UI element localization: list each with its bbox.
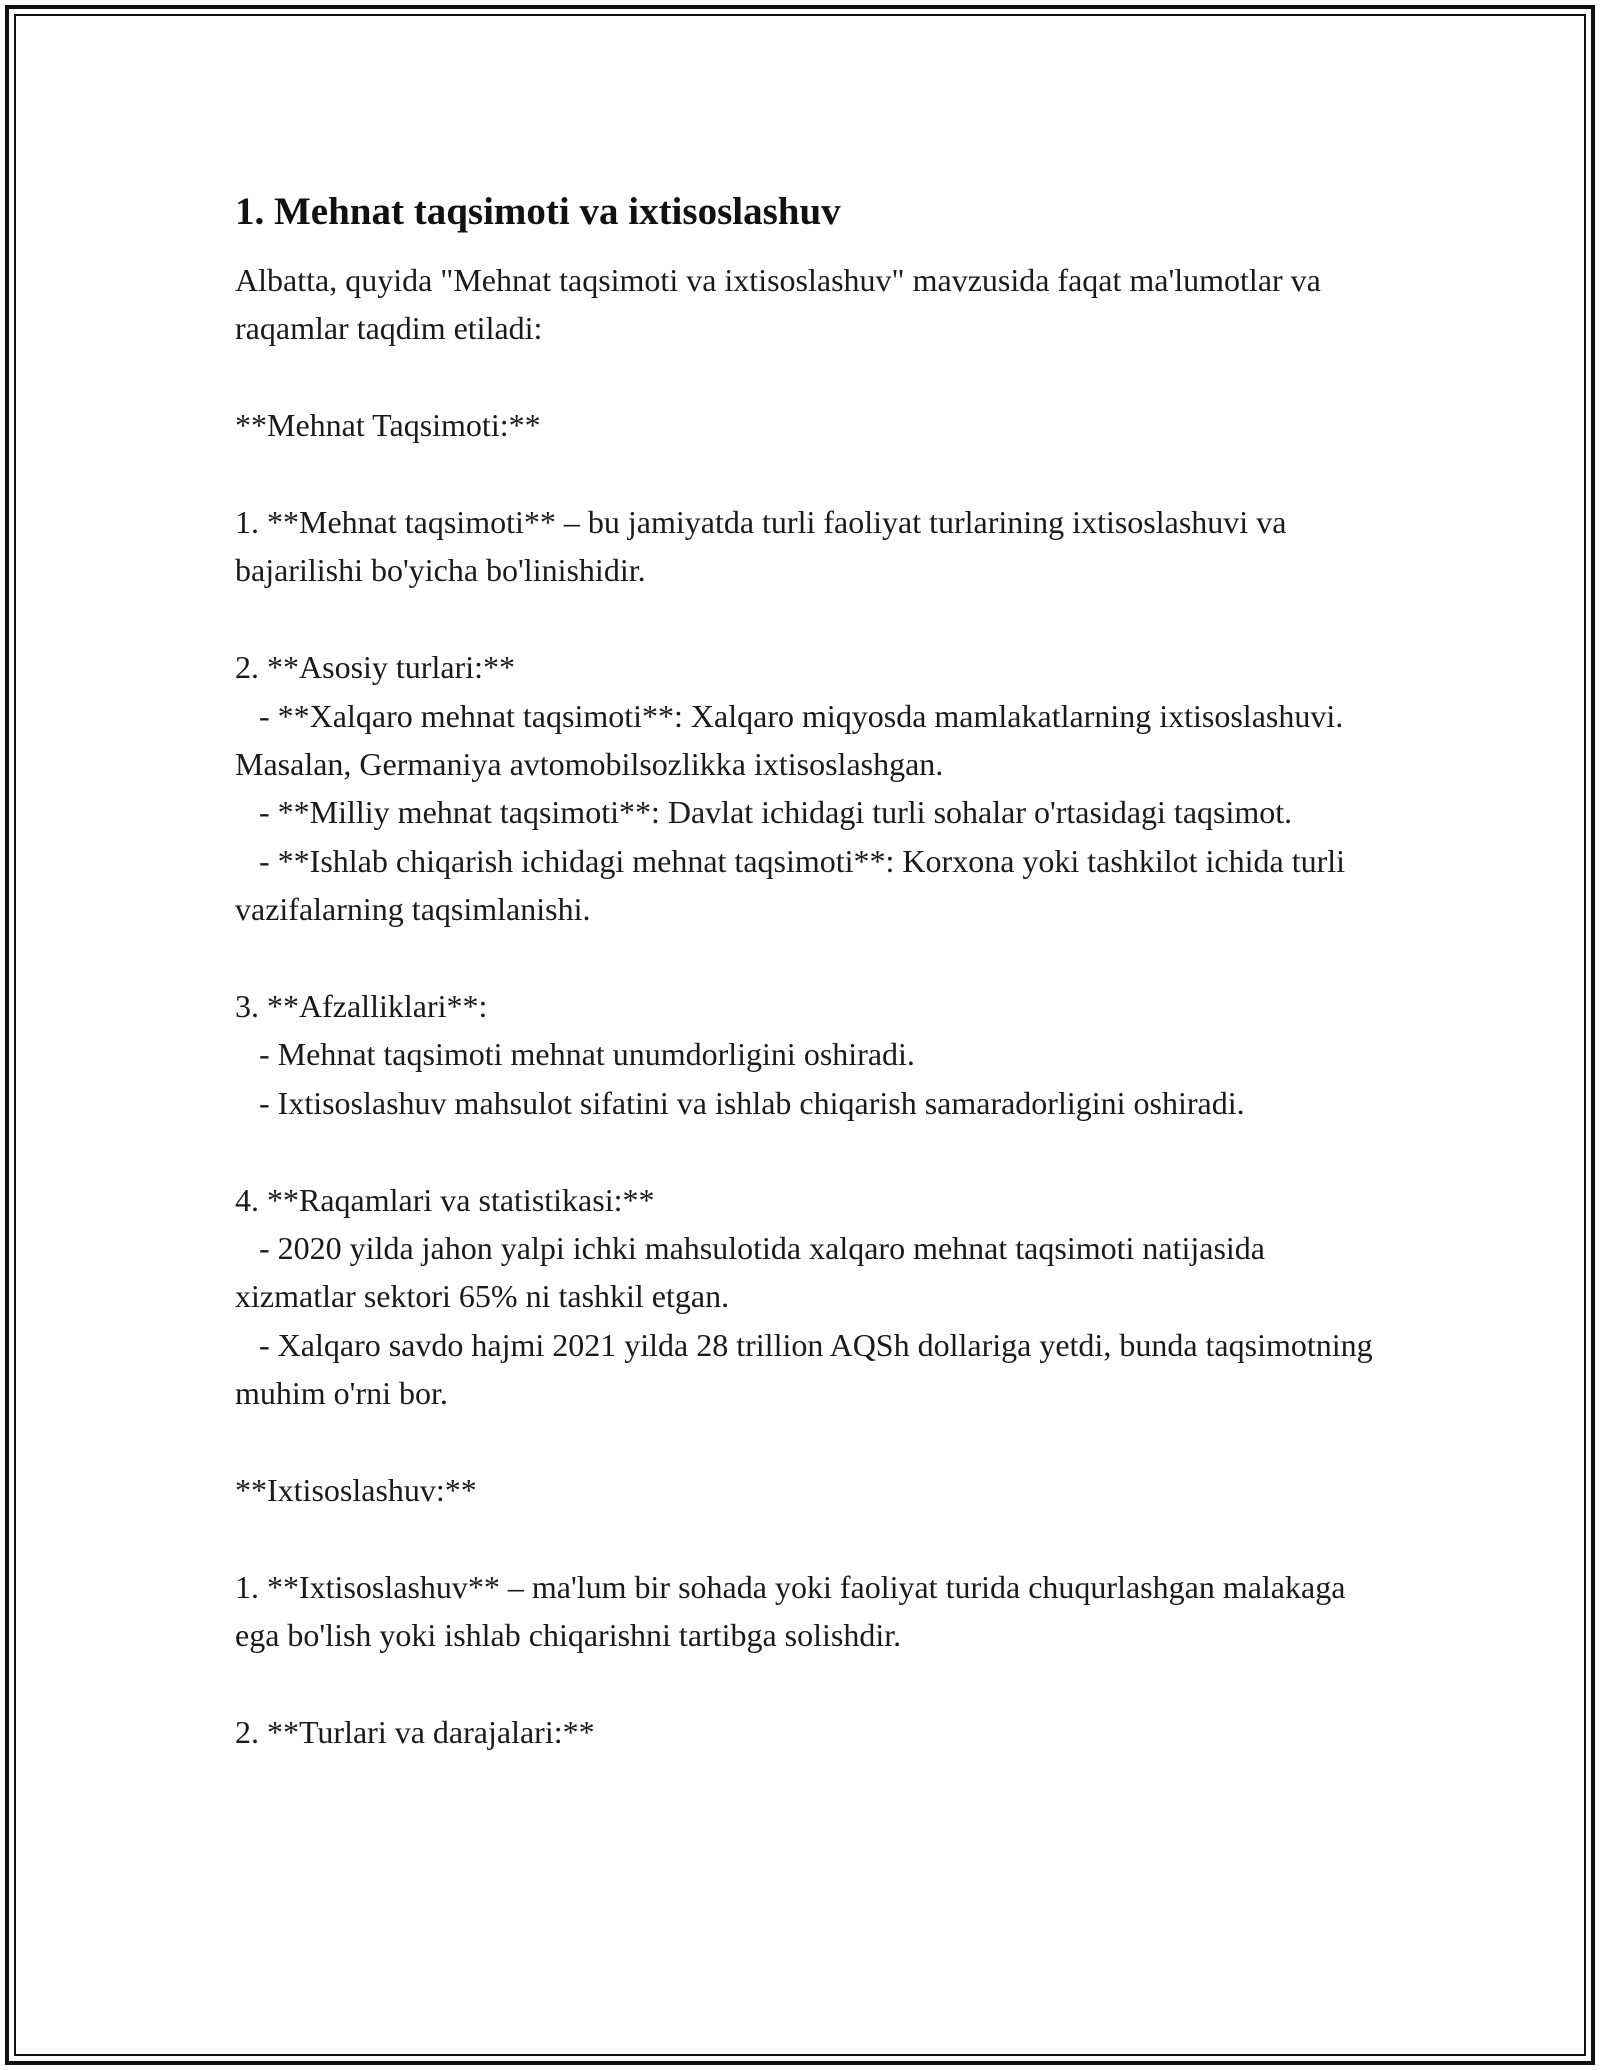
- list-item-advantages-heading: 3. **Afzalliklari**:: [235, 988, 488, 1025]
- sub-item-quality: - Ixtisoslashuv mahsulot sifatini va ishlab chiqarish samaradorligini oshiradi.: [235, 1084, 1245, 1121]
- spacer: [235, 1418, 1375, 1466]
- list-item-types-levels-heading: 2. **Turlari va darajalari:**: [235, 1714, 595, 1751]
- spacer: [235, 1127, 1375, 1175]
- section-heading-mehnat-taqsimoti: **Mehnat Taqsimoti:**: [235, 407, 541, 444]
- sub-item-production: - **Ishlab chiqarish ichidagi mehnat taqsimoti**: Korxona yoki tashkilot ichida turli vazifalarning taqsimlanishi.: [235, 842, 1354, 928]
- spacer: [235, 595, 1375, 643]
- sub-item-productivity: - Mehnat taqsimoti mehnat unumdorligini oshiradi.: [235, 1036, 915, 1073]
- list-item-statistics-heading: 4. **Raqamlari va statistikasi:**: [235, 1181, 655, 1218]
- sub-item-national: - **Milliy mehnat taqsimoti**: Davlat ichidagi turli sohalar o'rtasidagi taqsimot.: [235, 794, 1293, 831]
- list-item-specialization-definition: 1. **Ixtisoslashuv** – ma'lum bir sohada yoki faoliyat turida chuqurlashgan malakaga ega bo'lish yoki ishlab chiqarishni tartibga solishdir.: [235, 1568, 1354, 1654]
- spacer: [235, 450, 1375, 498]
- document-body: [235, 186, 1381, 1756]
- list-item-definition: 1. **Mehnat taqsimoti** – bu jamiyatda turli faoliyat turlarining ixtisoslashuvi va bajarilishi bo'yicha bo'linishidir.: [235, 504, 1295, 589]
- sub-item-trade-stat: - Xalqaro savdo hajmi 2021 yilda 28 trillion AQSh dollariga yetdi, bunda taqsimotning muhim o'rni bor.: [235, 1326, 1381, 1412]
- spacer: [235, 934, 1375, 982]
- section-heading-ixtisoslashuv: **Ixtisoslashuv:**: [235, 1472, 477, 1509]
- list-item-types-heading: 2. **Asosiy turlari:**: [235, 649, 515, 686]
- intro-paragraph: Albatta, quyida "Mehnat taqsimoti va ixtisoslashuv" mavzusida faqat ma'lumotlar va raqamlar taqdim etiladi:: [235, 262, 1329, 347]
- spacer: [235, 1514, 1375, 1562]
- spacer: [235, 1660, 1375, 1708]
- sub-item-gdp-stat: - 2020 yilda jahon yalpi ichki mahsulotida xalqaro mehnat taqsimoti natijasida xizmatlar sektori 65% ni tashkil etgan.: [235, 1230, 1273, 1315]
- document-title: 1. Mehnat taqsimoti va ixtisoslashuv: [235, 190, 841, 233]
- sub-item-international: - **Xalqaro mehnat taqsimoti**: Xalqaro miqyosda mamlakatlarning ixtisoslashuvi. Masalan, Germaniya avtomobilsozlikka ixtisoslashgan.: [235, 697, 1352, 783]
- spacer: [235, 353, 1375, 401]
